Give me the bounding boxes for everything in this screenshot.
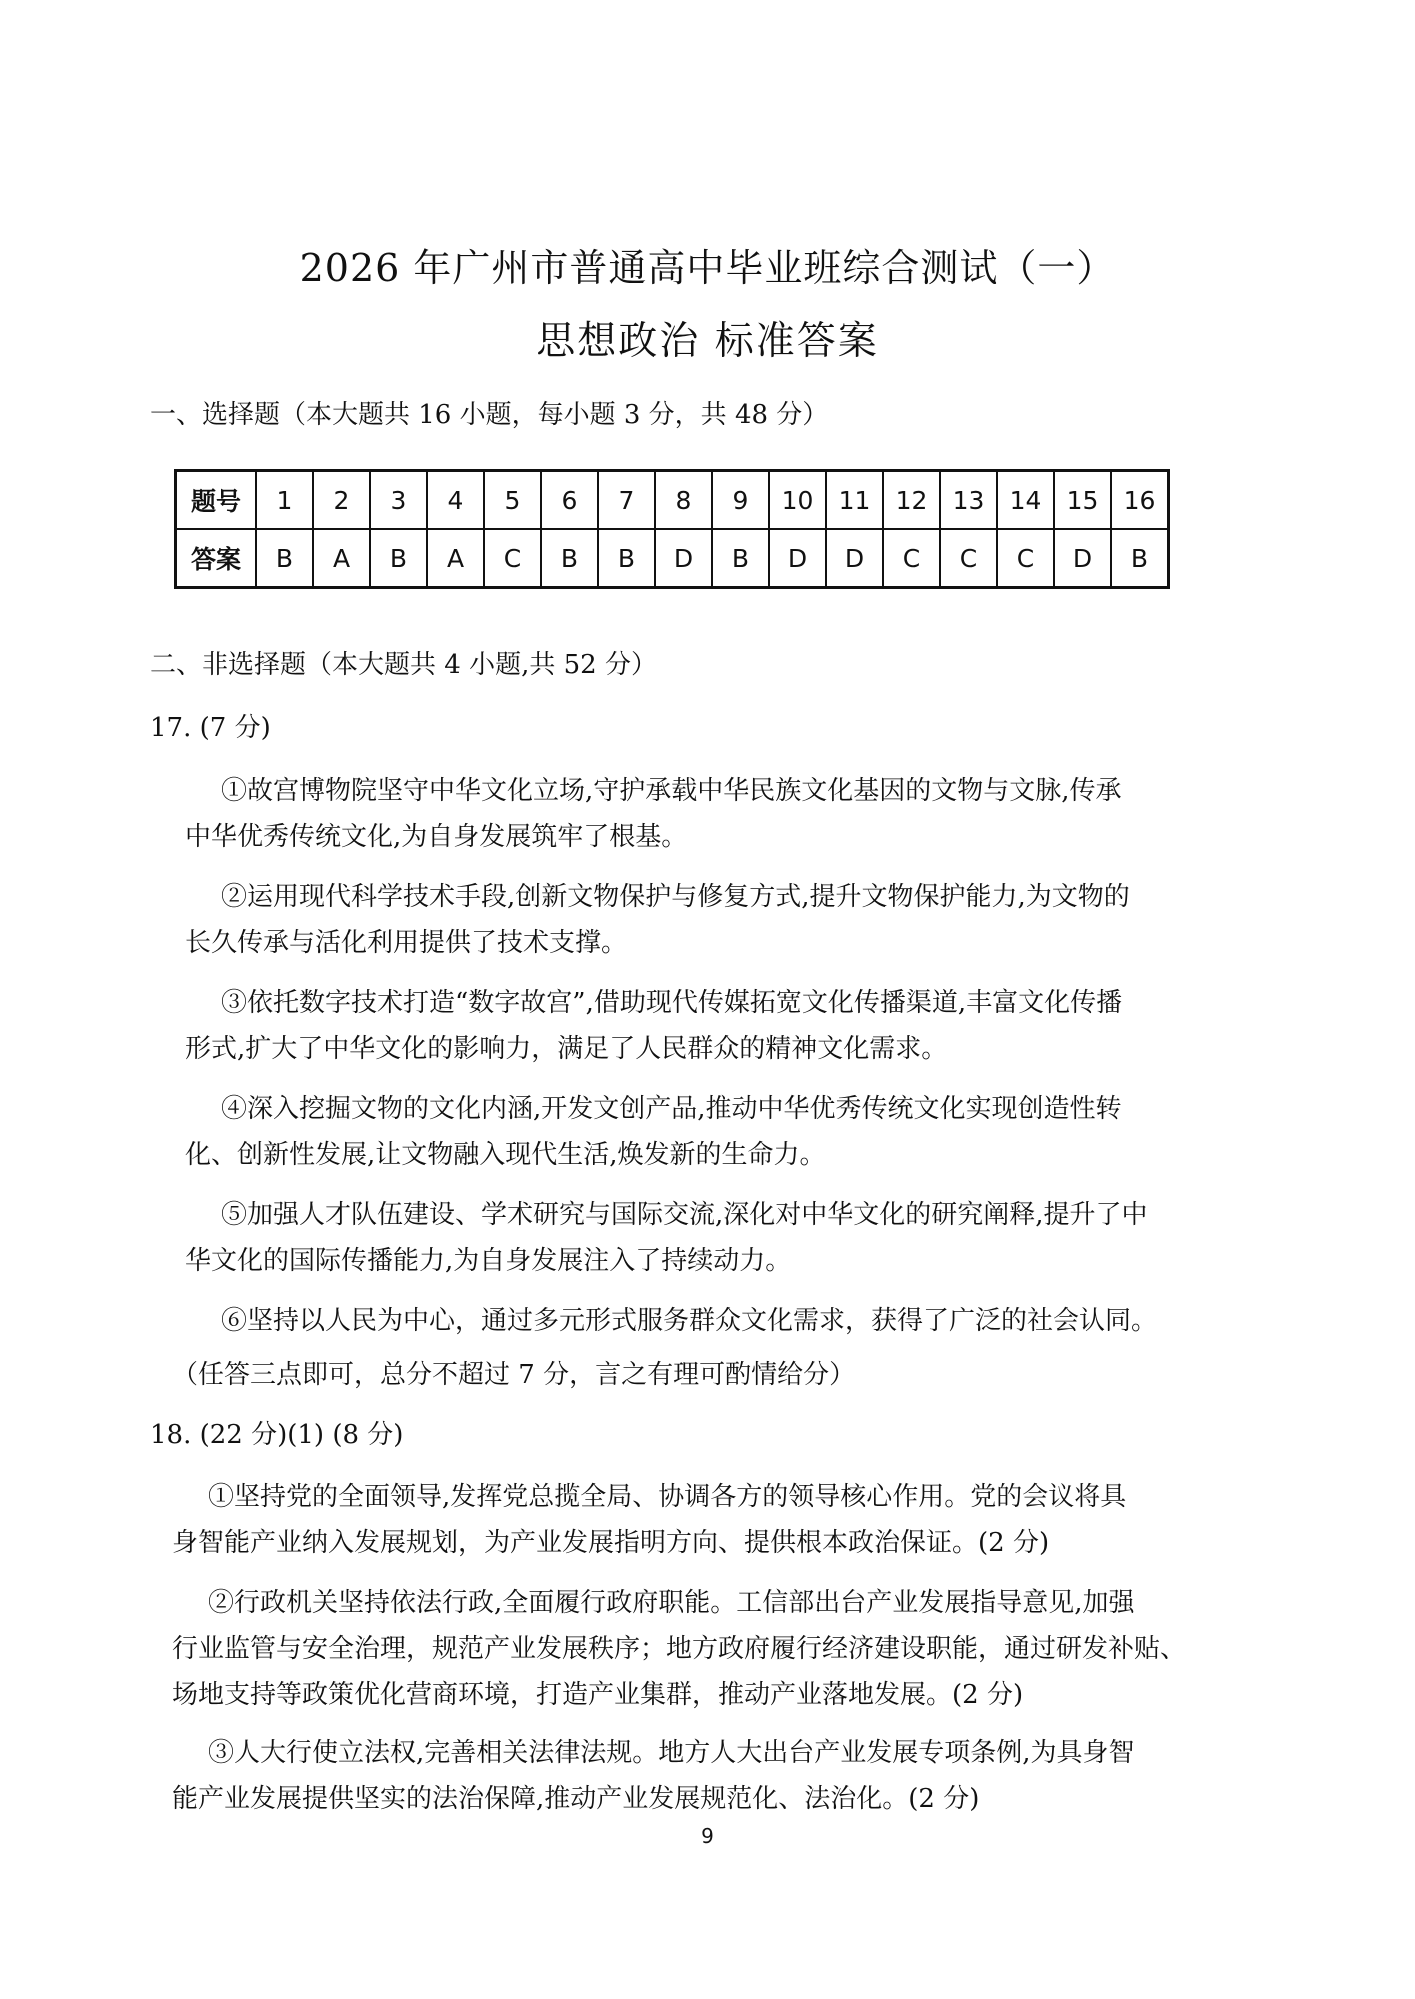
page-number: 9 <box>701 1824 714 1848</box>
question-number: 1 <box>256 471 313 530</box>
question-number: 4 <box>427 471 484 530</box>
question-number: 12 <box>883 471 940 530</box>
q17-point-6: ⑥坚持以人民为中心，通过多元形式服务群众文化需求，获得了广泛的社会认同。 <box>221 1306 1158 1336</box>
answer-cell: D <box>826 529 883 588</box>
question-number: 2 <box>313 471 370 530</box>
q17-heading: 17. (7 分) <box>150 713 271 743</box>
answer-cell: A <box>427 529 484 588</box>
question-number: 7 <box>598 471 655 530</box>
answer-table <box>174 469 1170 589</box>
q17-point-3: ③依托数字技术打造“数字故宫”,借助现代传媒拓宽文化传播渠道,丰富文化传播 形式,扩大了中华文化的影响力，满足了人民群众的精神文化需求。 <box>185 988 1123 1064</box>
q17-grading-note: （任答三点即可，总分不超过 7 分，言之有理可酌情给分） <box>172 1360 856 1390</box>
section-1-heading: 一、选择题（本大题共 16 小题，每小题 3 分，共 48 分） <box>150 400 829 430</box>
row-label: 答案 <box>176 529 257 588</box>
q18-point-3: ③人大行使立法权,完善相关法律法规。地方人大出台产业发展专项条例,为具身智 能产业发展提供坚实的法治保障,推动产业发展规范化、法治化。(2 分) <box>172 1738 1135 1814</box>
answer-cell: D <box>655 529 712 588</box>
q17-point-5: ⑤加强人才队伍建设、学术研究与国际交流,深化对中华文化的研究阐释,提升了中 华文化的国际传播能力,为自身发展注入了持续动力。 <box>185 1200 1148 1276</box>
question-number: 10 <box>769 471 826 530</box>
q17-point-4: ④深入挖掘文物的文化内涵,开发文创产品,推动中华优秀传统文化实现创造性转 化、创新性发展,让文物融入现代生活,焕发新的生命力。 <box>185 1094 1122 1170</box>
answer-cell: C <box>883 529 940 588</box>
question-number: 11 <box>826 471 883 530</box>
q18-point-1: ①坚持党的全面领导,发挥党总揽全局、协调各方的领导核心作用。党的会议将具 身智能产业纳入发展规划，为产业发展指明方向、提供根本政治保证。(2 分) <box>172 1482 1127 1558</box>
q17-point-1: ①故宫博物院坚守中华文化立场,守护承载中华民族文化基因的文物与文脉,传承 中华优秀传统文化,为自身发展筑牢了根基。 <box>185 776 1122 852</box>
answer-cell: D <box>1054 529 1111 588</box>
question-number: 3 <box>370 471 427 530</box>
question-number: 9 <box>712 471 769 530</box>
answer-cell: B <box>256 529 313 588</box>
question-number: 8 <box>655 471 712 530</box>
answer-cell: B <box>1111 529 1169 588</box>
answer-cell: B <box>598 529 655 588</box>
question-number: 14 <box>997 471 1054 530</box>
q17-point-2: ②运用现代科学技术手段,创新文物保护与修复方式,提升文物保护能力,为文物的 长久传承与活化利用提供了技术支撑。 <box>185 882 1130 958</box>
answer-cell: D <box>769 529 826 588</box>
answer-cell: C <box>484 529 541 588</box>
answer-cell: B <box>712 529 769 588</box>
answer-cell: C <box>997 529 1054 588</box>
answer-cell: A <box>313 529 370 588</box>
answer-cell: B <box>370 529 427 588</box>
question-number-row <box>176 471 1169 530</box>
q18-point-2: ②行政机关坚持依法行政,全面履行政府职能。工信部出台产业发展指导意见,加强 行业监管与安全治理，规范产业发展秩序；地方政府履行经济建设职能，通过研发补贴、 场地支持等政策优化营商环境，打造产业集群，推动产业落地发展。(2 分) <box>172 1588 1187 1710</box>
page-subtitle: 思想政治 标准答案 <box>536 319 879 364</box>
row-label: 题号 <box>176 471 257 530</box>
answer-row <box>176 529 1169 588</box>
question-number: 6 <box>541 471 598 530</box>
answer-cell: B <box>541 529 598 588</box>
q18-heading: 18. (22 分)(1) (8 分) <box>150 1420 404 1450</box>
answer-cell: C <box>940 529 997 588</box>
question-number: 15 <box>1054 471 1111 530</box>
question-number: 13 <box>940 471 997 530</box>
page-title: 2026 年广州市普通高中毕业班综合测试（一） <box>299 246 1116 290</box>
question-number: 16 <box>1111 471 1169 530</box>
section-2-heading: 二、非选择题（本大题共 4 小题,共 52 分） <box>150 650 657 680</box>
question-number: 5 <box>484 471 541 530</box>
